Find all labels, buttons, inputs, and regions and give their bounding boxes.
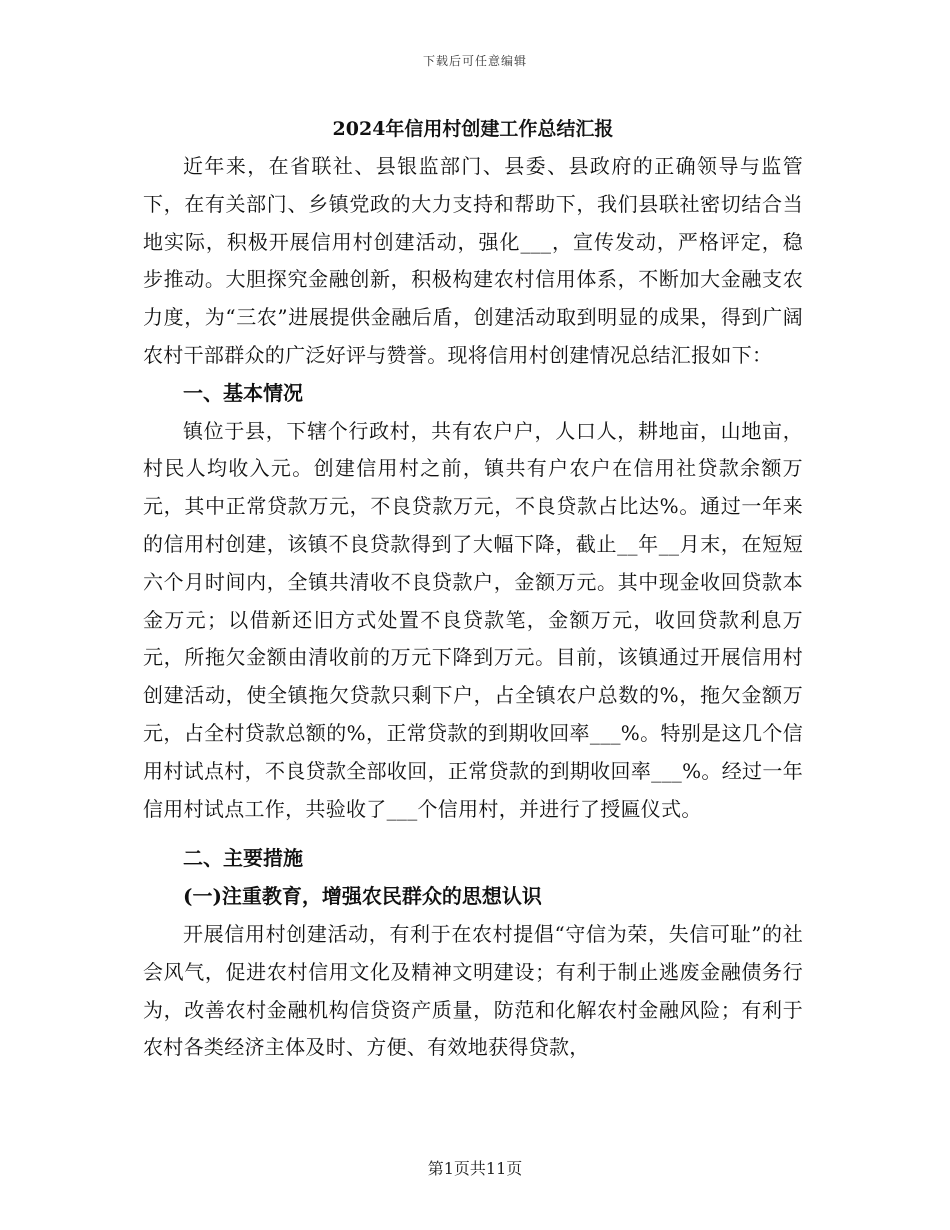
page-footer: 第1页共11页 bbox=[427, 1159, 523, 1178]
document-body bbox=[143, 114, 803, 1067]
subsection-heading-education: (一)注重教育，增强农民群众的思想认识 bbox=[183, 884, 542, 909]
intro-paragraph: 近年来，在省联社、县银监部门、县委、县政府的正确领导与监管下，在有关部门、乡镇党政的大力支持和帮助下，我们县联社密切结合当地实际，积极开展信用村创建活动，强化___，宣传发动，严格评定，稳步推动。大胆探究金融创新，积极构建农村信用体系，不断加大金融支农力度，为“三农”进展提供金融后盾，创建活动取到明显的成果，得到广阔农村干部群众的广泛好评与赞誉。现将信用村创建情况总结汇报如下： bbox=[143, 154, 803, 367]
document-title: 2024年信用村创建工作总结汇报 bbox=[332, 118, 614, 140]
section-heading-measures: 二、主要措施 bbox=[183, 846, 303, 871]
section-heading-basic: 一、基本情况 bbox=[183, 380, 303, 405]
education-paragraph: 开展信用村创建活动，有利于在农村提倡“守信为荣，失信可耻”的社会风气，促进农村信用文化及精神文明建设；有利于制止逃废金融债务行为，改善农村金融机构信贷资产质量，防范和化解农村金融风险；有利于农村各类经济主体及时、方便、有效地获得贷款， bbox=[143, 921, 803, 1060]
basic-situation-paragraph: 镇位于县，下辖个行政村，共有农户户，人口人，耕地亩，山地亩，村民人均收入元。创建信用村之前，镇共有户农户在信用社贷款余额万元，其中正常贷款万元，不良贷款万元，不良贷款占比达%。通过一年来的信用村创建，该镇不良贷款得到了大幅下降，截止__年__月末，在短短六个月时间内，全镇共清收不良贷款户，金额万元。其中现金收回贷款本金万元；以借新还旧方式处置不良贷款笔，金额万元，收回贷款利息万元，所拖欠金额由清收前的万元下降到万元。目前，该镇通过开展信用村创建活动，使全镇拖欠贷款只剩下户，占全镇农户总数的%，拖欠金额万元，占全村贷款总额的%，正常贷款的到期收回率___%。特别是这几个信用村试点村，不良贷款全部收回，正常贷款的到期收回率___%。经过一年信用村试点工作，共验收了___个信用村，并进行了授匾仪式。 bbox=[143, 418, 803, 821]
header-note: 下载后可任意编辑 bbox=[422, 54, 527, 68]
